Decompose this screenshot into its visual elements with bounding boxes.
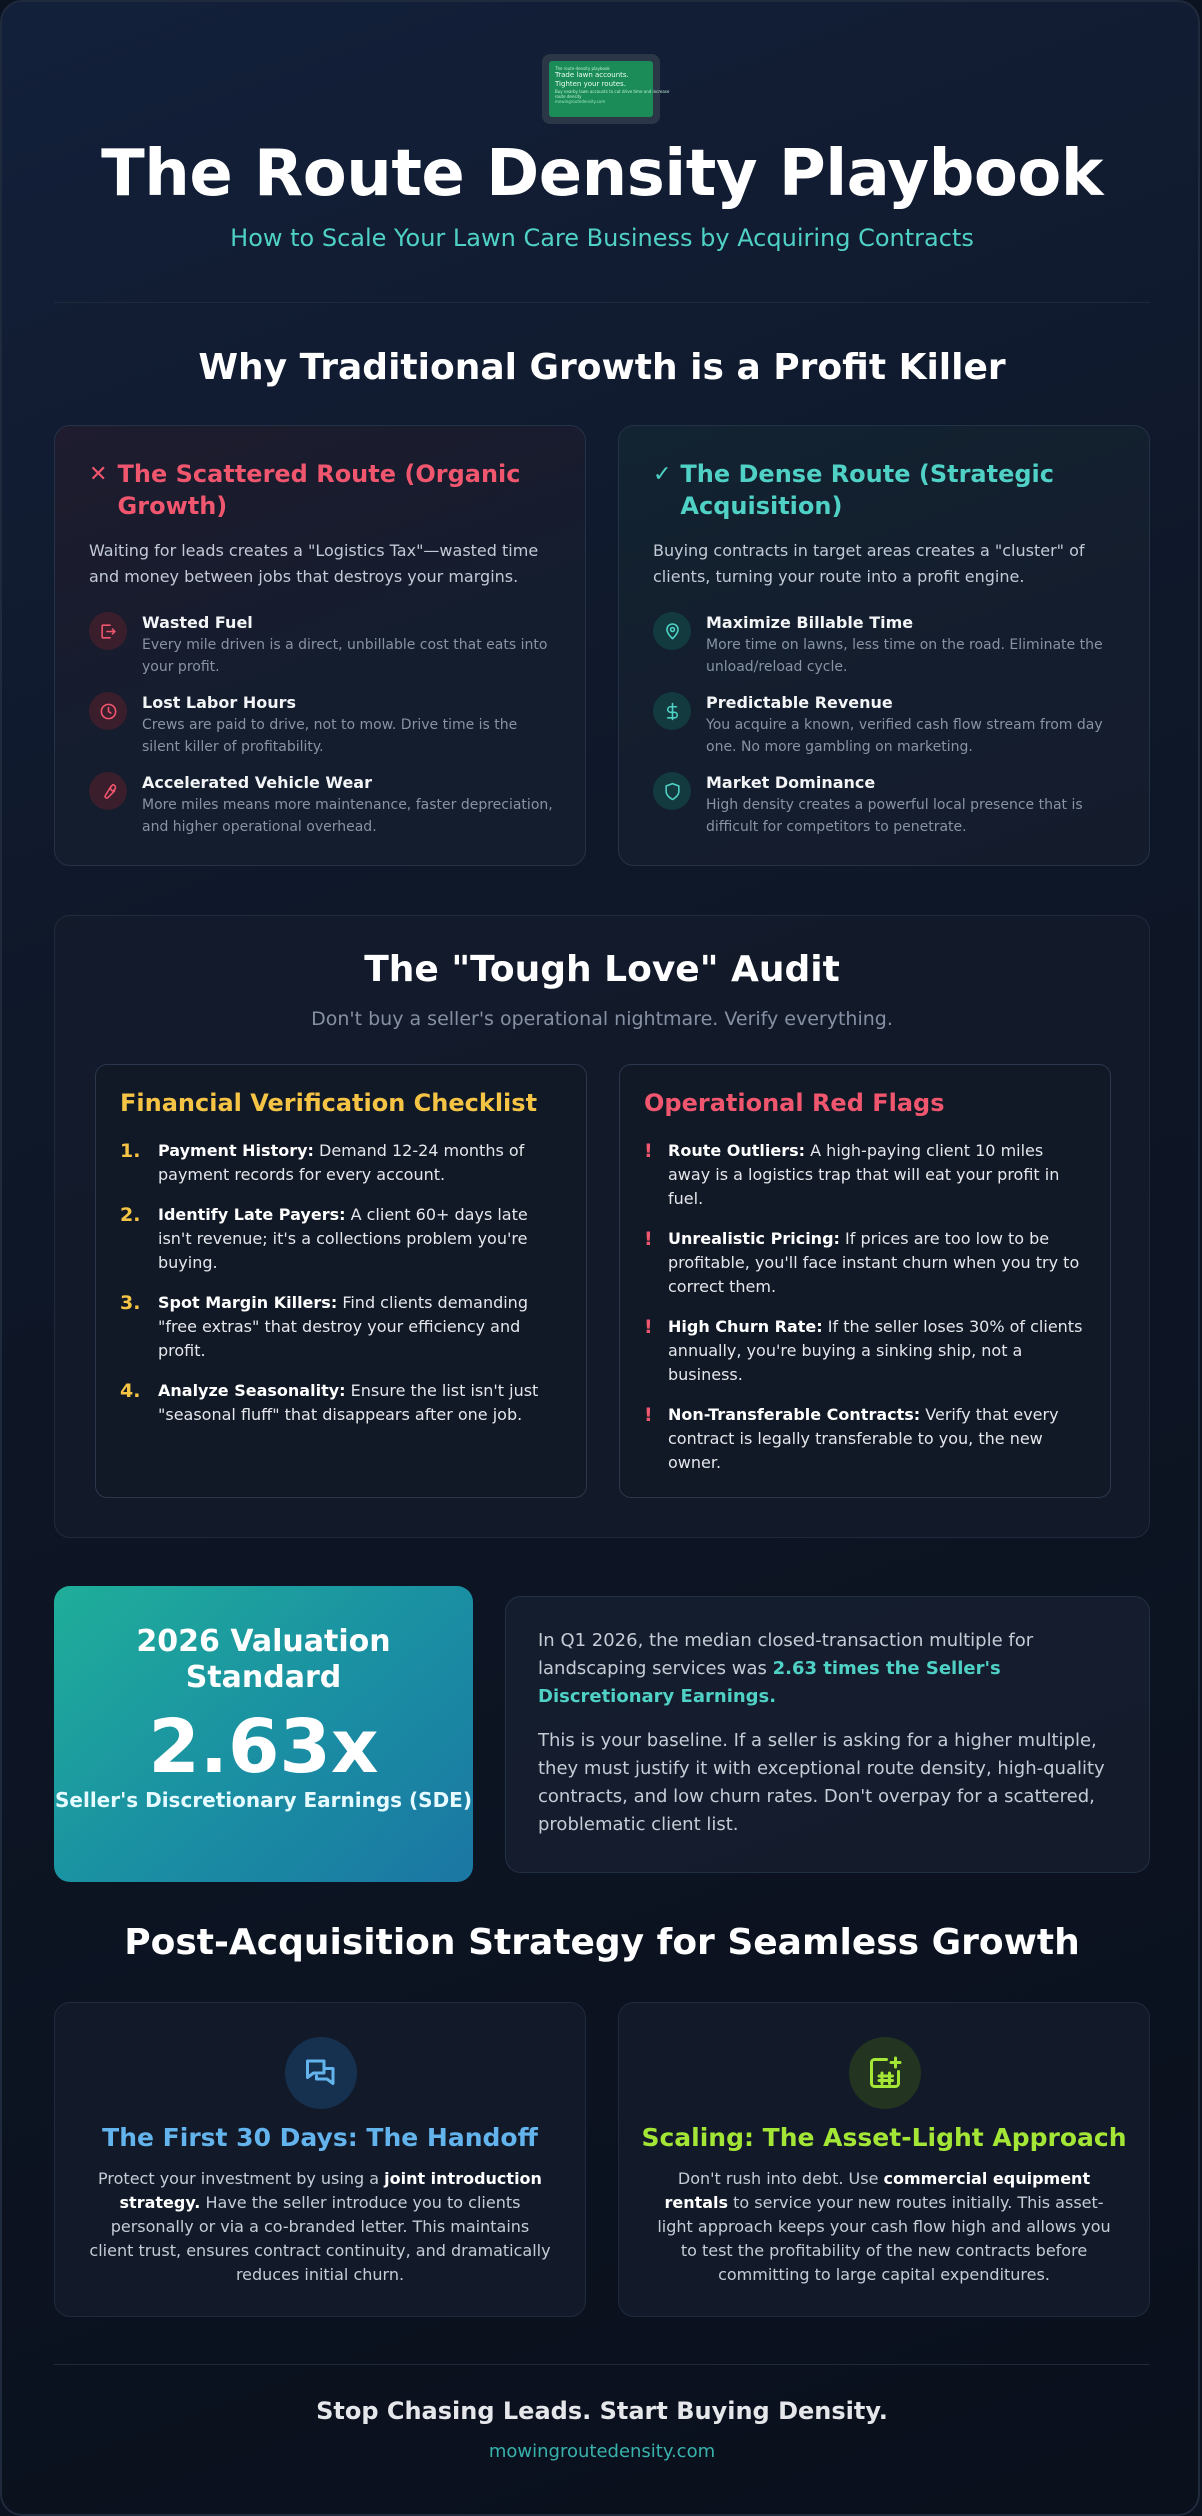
feature-description: Crews are paid to drive, not to mow. Drive time is the silent killer of profitability. [142, 717, 518, 755]
valuation-explanation [505, 1596, 1150, 1873]
feature-item [89, 692, 555, 758]
item-label: Spot Margin Killers: [158, 1293, 338, 1312]
valuation-baseline-text: This is your baseline. If a seller is asking for a higher multiple, they must justify it with exceptional route density, high-quality contracts, and low churn rates. Don't overpay for a scattered, problematic client list. [538, 1730, 1105, 1835]
feature-title: Wasted Fuel [142, 613, 253, 632]
feature-item [653, 692, 1119, 758]
footer-tagline: Stop Chasing Leads. Start Buying Density. [316, 2397, 888, 2425]
item-label: Identify Late Payers: [158, 1205, 346, 1224]
list-number: 1. [120, 1140, 141, 1162]
thumbnail-headline: Tighten your routes. [555, 80, 626, 88]
list-item [644, 1227, 1086, 1299]
feature-item [89, 772, 555, 838]
tough-love-audit [54, 915, 1150, 1538]
page-subtitle: How to Scale Your Lawn Care Business by Acquiring Contracts [230, 224, 974, 252]
feature-description: More time on lawns, less time on the road. Eliminate the unload/reload cycle. [706, 637, 1103, 675]
item-text: If prices are too low to be profitable, you'll face instant churn when you try to correct them. [668, 1229, 1080, 1296]
item-text: Demand 12-24 months of payment records for every account. [158, 1141, 525, 1184]
list-number: 4. [120, 1380, 141, 1402]
card-title: The Dense Route (Strategic Acquisition) [680, 460, 1054, 520]
feature-description: More miles means more maintenance, faster depreciation, and higher operational overhead. [142, 797, 553, 835]
feature-item [653, 772, 1119, 838]
thumbnail-text: Buy nearby lawn accounts to cut drive time and increase [555, 89, 670, 94]
item-label: Unrealistic Pricing: [668, 1229, 840, 1248]
item-text: Ensure the list isn't just "seasonal fluff" that disappears after one job. [158, 1381, 539, 1424]
item-label: Analyze Seasonality: [158, 1381, 346, 1400]
list-item [644, 1315, 1086, 1387]
handoff-text: Have the seller introduce you to clients personally or via a co-branded letter. This maintains client trust, ensures contract continuity, and dramatically reduces initial churn. [89, 2193, 551, 2284]
item-text: If the seller loses 30% of clients annually, you're buying a sinking ship, not a business. [668, 1317, 1083, 1384]
item-label: Non-Transferable Contracts: [668, 1405, 921, 1424]
valuation-multiple: 2.63x [148, 1704, 379, 1790]
valuation-text: In Q1 2026, the median closed-transaction multiple for landscaping services was [538, 1630, 1034, 1679]
handoff-title: The First 30 Days: The Handoff [102, 2123, 538, 2152]
feature-title: Predictable Revenue [706, 693, 893, 712]
list-item [120, 1203, 562, 1275]
alert-icon: ! [644, 1404, 653, 1426]
scaling-title: Scaling: The Asset-Light Approach [641, 2123, 1127, 2152]
divider [54, 2364, 1150, 2365]
item-label: Payment History: [158, 1141, 314, 1160]
item-label: Route Outliers: [668, 1141, 806, 1160]
financial-checklist [95, 1064, 587, 1498]
list-item [644, 1139, 1086, 1211]
audit-subtitle: Don't buy a seller's operational nightmare. Verify everything. [311, 1008, 893, 1030]
audit-title: The "Tough Love" Audit [364, 949, 840, 990]
item-text: A client 60+ days late isn't revenue; it's a collections problem you're buying. [158, 1205, 528, 1272]
list-item [644, 1403, 1086, 1475]
feature-item [89, 612, 555, 678]
feature-description: Every mile driven is a direct, unbillable cost that eats into your profit. [142, 637, 548, 675]
item-text: Find clients demanding "free extras" that destroy your efficiency and profit. [158, 1293, 528, 1360]
feature-title: Market Dominance [706, 773, 876, 792]
page-title: The Route Density Playbook [101, 137, 1103, 211]
red-flags-title: Operational Red Flags [644, 1089, 945, 1117]
footer-website-link[interactable]: mowingroutedensity.com [488, 2441, 716, 2462]
feature-title: Accelerated Vehicle Wear [142, 773, 372, 792]
section-title-post-acquisition: Post-Acquisition Strategy for Seamless Growth [124, 1922, 1080, 1963]
thumbnail-link: mowingroutedensity.com [555, 99, 606, 104]
equipment-icon [849, 2037, 921, 2109]
wrench-icon [89, 772, 127, 810]
list-number: 2. [120, 1204, 141, 1226]
thumbnail-text: route density [555, 94, 582, 99]
alert-icon: ! [644, 1228, 653, 1250]
item-label: High Churn Rate: [668, 1317, 823, 1336]
section-title-growth: Why Traditional Growth is a Profit Killer [198, 347, 1006, 388]
operational-red-flags [619, 1064, 1111, 1498]
valuation-title: 2026 Valuation Standard [136, 1624, 391, 1695]
fuel-exit-icon [89, 612, 127, 650]
list-item [120, 1291, 562, 1363]
dollar-icon [653, 692, 691, 730]
card-title: The Scattered Route (Organic Growth) [117, 460, 521, 520]
alert-icon: ! [644, 1316, 653, 1338]
divider [54, 302, 1150, 303]
header-thumbnail [542, 54, 670, 124]
alert-icon: ! [644, 1140, 653, 1162]
map-pin-icon [653, 612, 691, 650]
x-icon: ✕ [89, 462, 108, 487]
chat-bubbles-icon [285, 2037, 357, 2109]
card-description: Waiting for leads creates a "Logistics Tax"—wasted time and money between jobs that destroys your margins. [89, 541, 539, 586]
thumbnail-headline: Trade lawn accounts. [555, 71, 629, 79]
list-item [120, 1139, 562, 1187]
feature-description: High density creates a powerful local presence that is difficult for competitors to penetrate. [706, 797, 1083, 835]
valuation-unit: Seller's Discretionary Earnings (SDE) [55, 1788, 472, 1812]
feature-title: Maximize Billable Time [706, 613, 914, 632]
feature-title: Lost Labor Hours [142, 693, 297, 712]
handoff-highlight: joint introduction strategy. [119, 2169, 542, 2212]
valuation-highlight: 2.63 times the Seller's Discretionary Earnings. [538, 1658, 1001, 1707]
card-description: Buying contracts in target areas creates a "cluster" of clients, turning your route into a profit engine. [653, 541, 1085, 586]
scaling-text: to service your new routes initially. This asset-light approach keeps your cash flow high and allows you to test the profitability of the new contracts before committing to large capital expenditures. [657, 2193, 1111, 2284]
thumbnail-caption: The route density playbook [555, 66, 610, 71]
handoff-text: Protect your investment by using a [98, 2169, 385, 2188]
handoff-card [54, 2002, 586, 2317]
shield-icon [653, 772, 691, 810]
clock-icon [89, 692, 127, 730]
item-text: Verify that every contract is legally transferable to you, the new owner. [668, 1405, 1059, 1472]
dense-route-card [618, 425, 1150, 866]
list-number: 3. [120, 1292, 141, 1314]
scaling-text: Don't rush into debt. Use [677, 2169, 884, 2188]
checklist-title: Financial Verification Checklist [120, 1089, 538, 1117]
valuation-card [54, 1586, 473, 1882]
scaling-card [618, 2002, 1150, 2317]
feature-item [653, 612, 1119, 678]
scattered-route-card [54, 425, 586, 866]
scaling-highlight: commercial equipment rentals [664, 2169, 1091, 2212]
list-item [120, 1379, 562, 1427]
feature-description: You acquire a known, verified cash flow stream from day one. No more gambling on marketing. [706, 717, 1103, 755]
item-text: A high-paying client 10 miles away is a logistics trap that will eat your profit in fuel. [668, 1141, 1060, 1208]
check-icon: ✓ [653, 462, 672, 487]
